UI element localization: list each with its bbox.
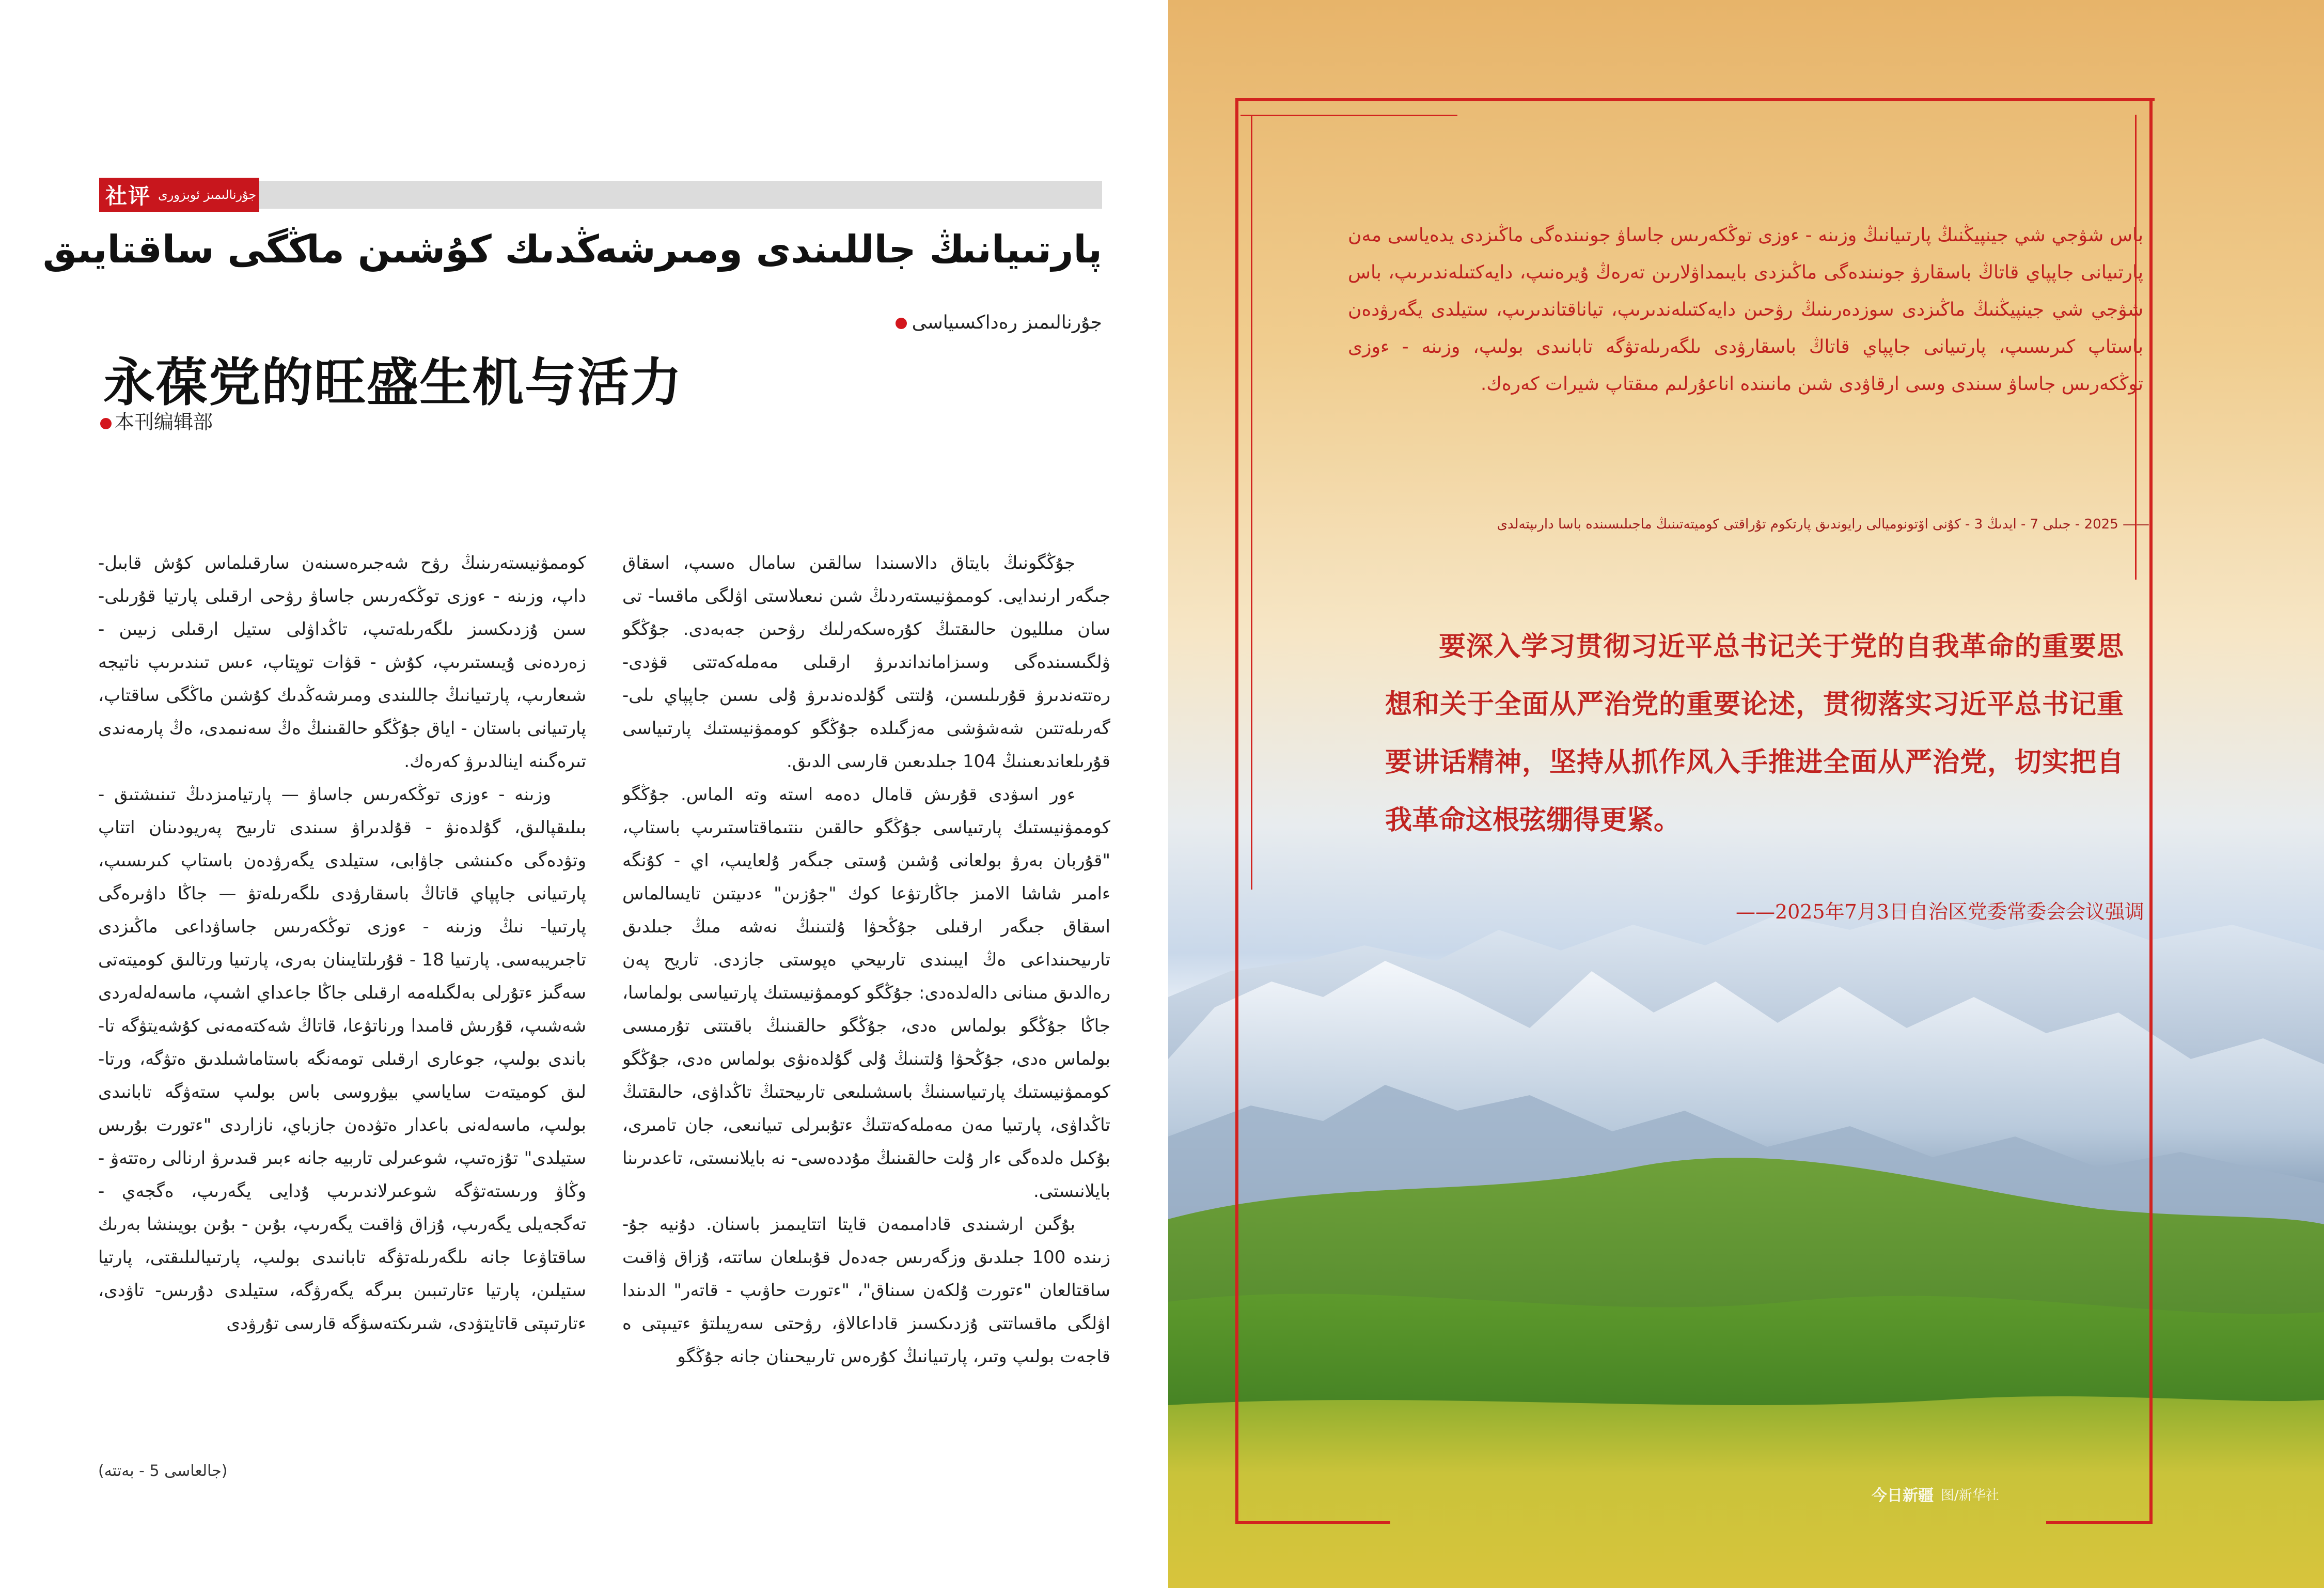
frame-line-left (1235, 98, 1238, 1524)
frame-line-bottom-right (2046, 1521, 2153, 1524)
quote-source-zh: ——2025年7月3日自治区党委常委会会议强调 (1735, 900, 2144, 923)
quote-text-ug: باس شۋجي شي جينپيڭنىڭ پارتىيانىڭ وزىنە - ءوزى توڭكەرىس جاساۋ جونىندەگى ماڭىزدى يدەياسى مەن پارتىيانى جاپپاي قاتاڭ باسقارۋ جونىندەگى ماڭىزدى بايىمداۋلارىن تەرەڭ ۇيرەنىپ، دايەكتىلەندىرىپ، باس شۋجي شي جينپيڭنىڭ ماڭىزدى سوزدەرىنىڭ رۋحىن دايەكتىلەندىرىپ، تياناقتاندىرىپ، ستيلدى يگەرۋدەن باستاپ كىرىسىپ، پارتىيانى جاپپاي قاتاڭ باسقارۋدى ىلگەرىلەتۋگە تابانىدى بولىپ، وزىنە - ءوزى توڭكەرىس جاساۋ سىندى وسى ارقاۋدى شىن مانىندە اناعۇرلىم مىقتاپ شيرات كەرەك. (1348, 225, 2143, 395)
byline-zh-text: 本刊编辑部 (115, 411, 213, 433)
column-badge-zh: 社评 (105, 183, 151, 209)
paragraph: كوممۋنيستەرىنىڭ رۋح شەجىرەسىنەن سارقىلماس كۇش قابىل- داپ، وزىنە - ءوزى توڭكەرىس جاساۋ رۋحى ارقىلى پارتيا قۇرىلى- سىن ۇزدىكسىز ىلگەرىلەتىپ، تاڭداۋلى ستيل ارقىلى زىيىن - زەردەنى ۇيىستىرىپ، كۇش - قۋات توپتاپ، ءىس تىندىرىپ ناتيجە شىعارىپ، پارتىيانىڭ جاللىندى ومىرشەڭدىك كۇشىن ماڭگى ساقتاپ، پارتىيانى باستان - اياق جۇڭگو حالقىنىڭ ەڭ سەنىمدى، ەڭ پارمەندى تىرەگىنە اينالدىرۋ كەرەك. (98, 553, 586, 772)
article-column-left (98, 547, 586, 1497)
frame-line-top-inner (1240, 115, 1457, 116)
paragraph: ءور اسۋدى قۇرىش قامال دەمە استە وتە الماس. جۇڭگو كوممۋنيستىك پارتىياسى جۇڭگو حالقىن ىنتىماقتاستىرىپ باستاپ، "قۇربان بەرۋ بولعانى ۇشىن ۇستى جىگەر ۇلعايىپ، اي - كۇنگە ءامىر شاشا الامىز جاڭارتۋعا كوك "جۇزىن" ءدىيتىن تايسالماس اسقاق جىگەر ارقىلى جۇڭحۋا ۇلتىنىڭ نەشە مىڭ جىلدىق تارىيحىنداعى ەڭ ايبىندى تارىيحي ەپوستى جازدى. تاريح پەن رەالدىق مىنانى دالەلدەدى: جۇڭگو كوممۋنيستىك پارتىياسى بولماسا، جاڭا جۇڭگو بولماس ەدى، جۇڭگو حالقىنىڭ باقىتتى تۇرمىسى بولماس ەدى، جۇڭحۋا ۇلتىنىڭ ۇلى گۇلدەنۋى بولماس ەدى، جۇڭگو كوممۋنيستىك پارتىياسىنىڭ باسشىلىعى تارىيحتىڭ تاڭداۋى، حالىقتىڭ تاڭداۋى، پارتىيا مەن مەملەكەتتىڭ ءتۇبىرلى تىيانىعى، جان تامىرى، بۇكىل ەلدەگى ءار ۇلت حالقىنىڭ مۇددەسى- نە بايلانىستى، تاعدىرىنا بايلانىستى. (622, 784, 1110, 1202)
frame-line-right (2149, 98, 2153, 1524)
photo-credit-text: 图/新华社 (1941, 1487, 1999, 1503)
right-page (1168, 0, 2324, 1588)
frame-line-left-inner (1251, 115, 1252, 890)
byline-bullet-icon (100, 418, 112, 429)
quote-source-ug: —— 2025 - جىلى 7 - ايدىڭ 3 - كۇنى اۆتونوميالى رايوندىق پارتكوم تۇراقتى كوميتەتىنىڭ ماجىلىسىندە باسا دارىپتەلدى (1497, 517, 2149, 532)
article-body (98, 547, 1110, 1497)
photo-credit (1872, 1483, 1999, 1505)
frame-line-top (1235, 98, 2155, 101)
paragraph: وزىنە - ءوزى توڭكەرىس جاساۋ — پارتيامىزدىڭ تىنىشتىق - بىلىقپالىق، گۇلدەنۋ - قۇلدىراۋ سىندى تارىيح پەريودىنان اتتاپ وتۋدەگى ەكىنشى جاۋابى، ستيلدى يگەرۋدەن باستاپ كىرىسىپ، پارتىيانى جاپپاي قاتاڭ باسقارۋدى ىلگەرىلەتۋ — جاڭا داۋىرەگى پارتىيا- نىڭ وزىنە - ءوزى توڭكەرىس جاساۋداعى ماڭىزدى تاجىريبەسى. پارتىيا 18 - قۇرىلتايىنان بەرى، پارتىيا ورتالىق كوميتەتى سەگىز ءتۇرلى بەلگىلەمە ارقىلى جاڭا جاعداي اشىپ، ماسەلەلەردى شەشىپ، قۇرىش قامىدا ورناتۋعا، قاتاڭ شەكتەمەنى كۇشەيتۋگە تا- باندى بولىپ، جوعارى ارقىلى تومەنگە باستاماشىلدىق ەتۋگە، ورتا- لىق كوميتەت ساياسي بيۋروسى باس بولىپ ستەۋگە تابانىدى بولىپ، ماسەلەنى باعدار ەتۋدەن جازباي، نازاردى "ءتورت بۇرىس ستيلدى" تۇزەتىپ، شوعىرلى تاربيە جانە ءبىر قىدىرۋ ارنالى رەتتەۋ - وڭاۋ ورىستەتۋگە شوعىرلاندىرىپ ۇدايى يگەرىپ، ەگجەي - تەگجەيلى يگەرىپ، ۇزاق ۋاقىت يگەرىپ، بۇىن - بۇىن بويىنشا بەرىك ساقتاۋعا جانە ىلگەرىلەتۋگە تابانىدى بولىپ، پارتىيالىلىقتى، پارتيا ستيلىن، پارتيا ءتارتىبىن بىرگە يگەرۋگە، ستيلدى دۇرىس- تاۋدى، ءتارتىپتى قاتايتۋدى، شىرىكتەسۋگە قارسى تۇرۋدى (98, 784, 586, 1334)
article-column-right (622, 547, 1110, 1497)
column-badge-ug: جۇرنالىمىز ئوبزورى (158, 188, 257, 202)
paragraph: جۇڭگونىڭ بايتاق دالاسىندا سالقىن سامال ەسىپ، اسقاق جىگەر ارنىدايى. كوممۋنيستەردىڭ شىن نىعىلاستى اۋلگى ماقسا- تى سان مىلليون حالىقتىڭ كۇرەسكەرلىك رۋحىن جەبەدى. جۇڭگو ۋلگىسىندەگى وسىزامانداندىرۋ ارقىلى مەملەكەتتى قۋدى- رەتتەندىرۋ قۇرىلىسىن، ۇلتتى گۇلدەندىرۋ ۇلى ىسىن جاپپاي ىلى- گەرىلەتتىن شەشۋشى مەزگىلدە جۇڭگو كوممۋنيستىك پارتىياسى قۇرىلعاندىعىنىڭ 104 جىلدىعىن قارسى الدىق. (622, 553, 1110, 772)
article-byline-ug (637, 312, 1102, 333)
frame-line-bottom (1235, 1521, 1390, 1524)
article-title-ug: پارتىيانىڭ جاللىندى ومىرشەڭدىك كۇشىن ماڭگى ساقتايىق (42, 227, 1102, 272)
byline-bullet-icon (896, 318, 907, 329)
byline-ug-text: جۇرنالىمىز رەداكسىياسى (912, 312, 1102, 333)
article-title-zh: 永葆党的旺盛生机与活力 (103, 352, 683, 413)
quote-text-zh: 要深入学习贯彻习近平总书记关于党的自我革命的重要思想和关于全面从严治党的重要论述，贯彻落实习近平总书记重要讲话精神，坚持从抓作风入手推进全面从严治党，切实把自我革命这根弦绷得更紧。 (1385, 631, 2124, 836)
paragraph: بۇگىن ارشىندى قادامىمەن قايتا اتتايىمىز باسنان. دۇنيە جۇ- زىندە 100 جىلدىق وزگەرىس جەدەل قۇبىلعان ساتتە، ۇزاق ۋاقىت ساقتالعان "ءتورت ۇلكەن سىناق"، "ءتورت حاۋىپ - قاتەر" الدىندا اۋلگى ماقساتتى ۇزدىكسىز قاداعالاۋ، رۋحتى سەرپىلتۋ ءتيىپتى ە قاجەت بولىپ وتىر، پارتىيانىڭ كۇرەس تارىيحىنان جانە جۇڭگو (622, 1214, 1110, 1367)
photo-credit-brand: 今日新疆 (1872, 1487, 1934, 1505)
continued-note: (جالعاسى 5 - بەتتە) (98, 1462, 228, 1480)
article-byline-zh (100, 406, 213, 434)
column-badge (99, 178, 259, 212)
